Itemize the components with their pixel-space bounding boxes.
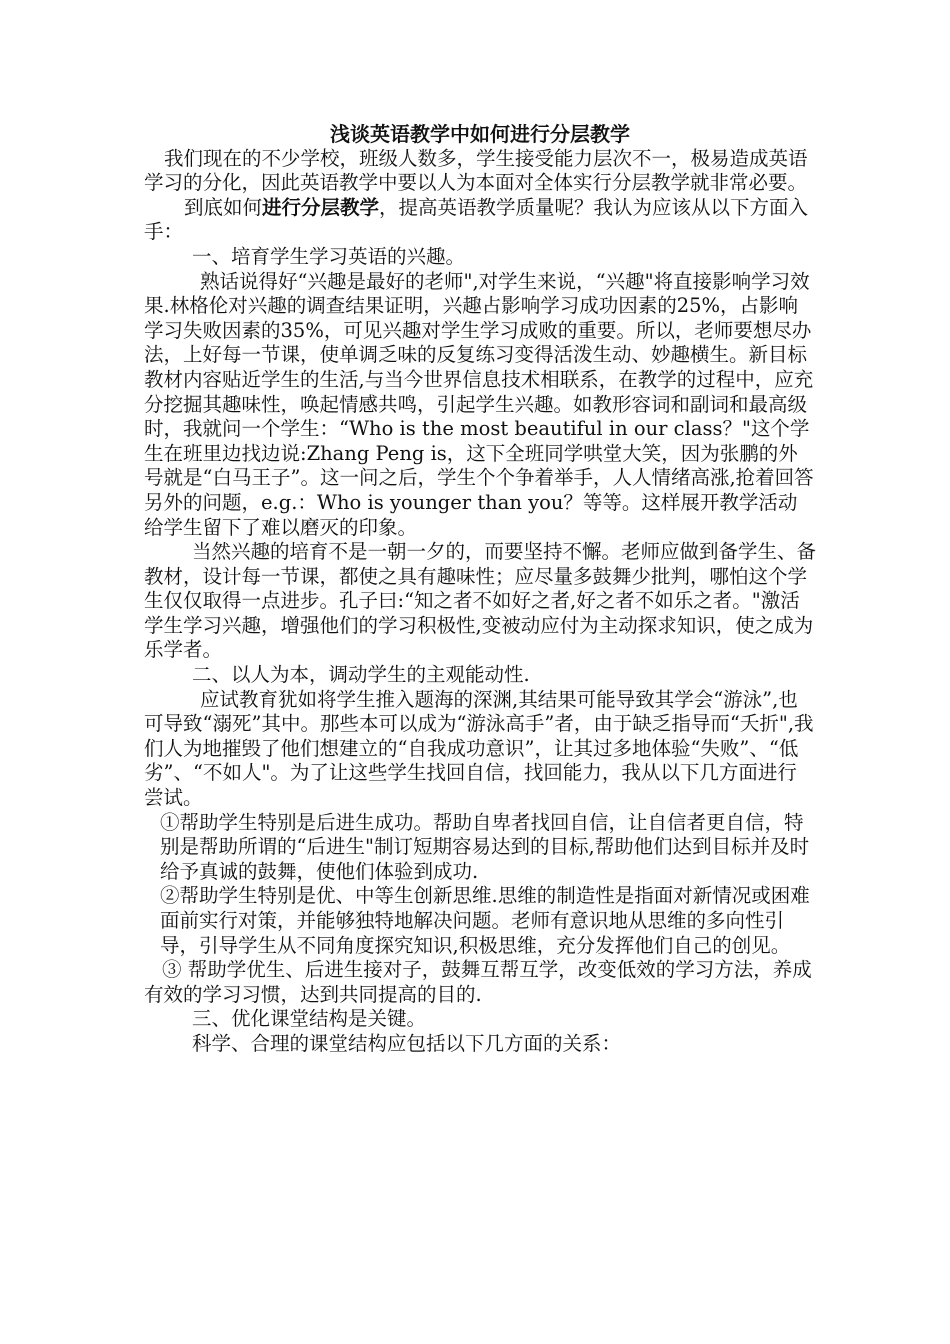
section-heading-1: 一、培育学生学习英语的兴趣。: [192, 244, 466, 268]
question-paragraph: [144, 196, 816, 245]
list-item-3: ③ 帮助学优生、后进生接对子，鼓舞互帮互学，改变低效的学习方法，养成有效的学习习惯，达到共同提高的目的.: [144, 958, 812, 1006]
structure-paragraph: 科学、合理的课堂结构应包括以下几方面的关系：: [192, 1031, 622, 1055]
question-emphasis: 进行分层教学: [262, 195, 380, 219]
question-suffix: ，提高英语教学质量呢？我认为应该从以下方面入手：: [144, 195, 809, 244]
exam-education-paragraph: 应试教育犹如将学生推入题海的深渊,其结果可能导致其学会“游泳”,也可导致“溺死”其中。那些本可以成为“游泳高手”者，由于缺乏指导而“夭折",我们人为地摧毁了他们想建立的“自我成功意识”，让其过多地体验“失败”、“低劣”、“不如人"。为了让这些学生找回自信，找回能力，我从以下几方面进行尝试。: [144, 687, 814, 810]
list-item-1: ①帮助学生特别是后进生成功。帮助自卑者找回自信，让自信者更自信，特别是帮助所谓的“后进生"制订短期容易达到的目标,帮助他们达到目标并及时给予真诚的鼓舞，使他们体验到成功.: [160, 810, 810, 883]
document-body: [144, 122, 816, 1057]
section-heading-3: 三、优化课堂结构是关键。: [192, 1007, 427, 1031]
list-item-2: ②帮助学生特别是优、中等生创新思维.思维的制造性是指面对新情况或困难面前实行对策，并能够独特地解决问题。老师有意识地从思维的多向性引导，引导学生从不同角度探究知识,积极思维，充分发挥他们自己的创见。: [160, 884, 810, 957]
intro-paragraph: 我们现在的不少学校，班级人数多，学生接受能力层次不一，极易造成英语学习的分化，因此英语教学中要以人为本面对全体实行分层教学就非常必要。: [144, 146, 808, 195]
page-title: 浅谈英语教学中如何进行分层教学: [330, 122, 630, 146]
section-heading-2: 二、以人为本，调动学生的主观能动性.: [192, 663, 530, 687]
persistence-paragraph: 当然兴趣的培育不是一朝一夕的，而要坚持不懈。老师应做到备学生、备教材，设计每一节课，都使之具有趣味性；应尽量多鼓舞少批判，哪怕这个学生仅仅取得一点进步。孔子曰:“知之者不如好之者,好之者不如乐之者。"激活学生学习兴趣，增强他们的学习积极性,变被动应付为主动探求知识，使之成为乐学者。: [144, 540, 817, 662]
question-prefix: 到底如何: [184, 195, 263, 219]
interest-paragraph: 熟话说得好“兴趣是最好的老师",对学生来说，“兴趣"将直接影响学习效果.林格伦对兴趣的调查结果证明，兴趣占影响学习成功因素的25%，占影响学习失败因素的35%，可见兴趣对学生学习成败的重要。所以，老师要想尽办法，上好每一节课，使单调乏味的反复练习变得活泼生动、妙趣横生。新目标教材内容贴近学生的生活,与当今世界信息技术相联系，在教学的过程中，应充分挖掘其趣味性，唤起情感共鸣，引起学生兴趣。如教形容词和副词和最高级时，我就问一个学生：“Who is the most beautiful in our class？"这个学生在班里边找边说:Zhang Peng is，这下全班同学哄堂大笑，因为张鹏的外号就是“白马王子”。这一问之后，学生个个争着举手，人人情绪高涨,抢着回答另外的问题，e.g.：Who is younger than you？等等。这样展开教学活动给学生留下了难以磨灭的印象。: [144, 269, 814, 539]
